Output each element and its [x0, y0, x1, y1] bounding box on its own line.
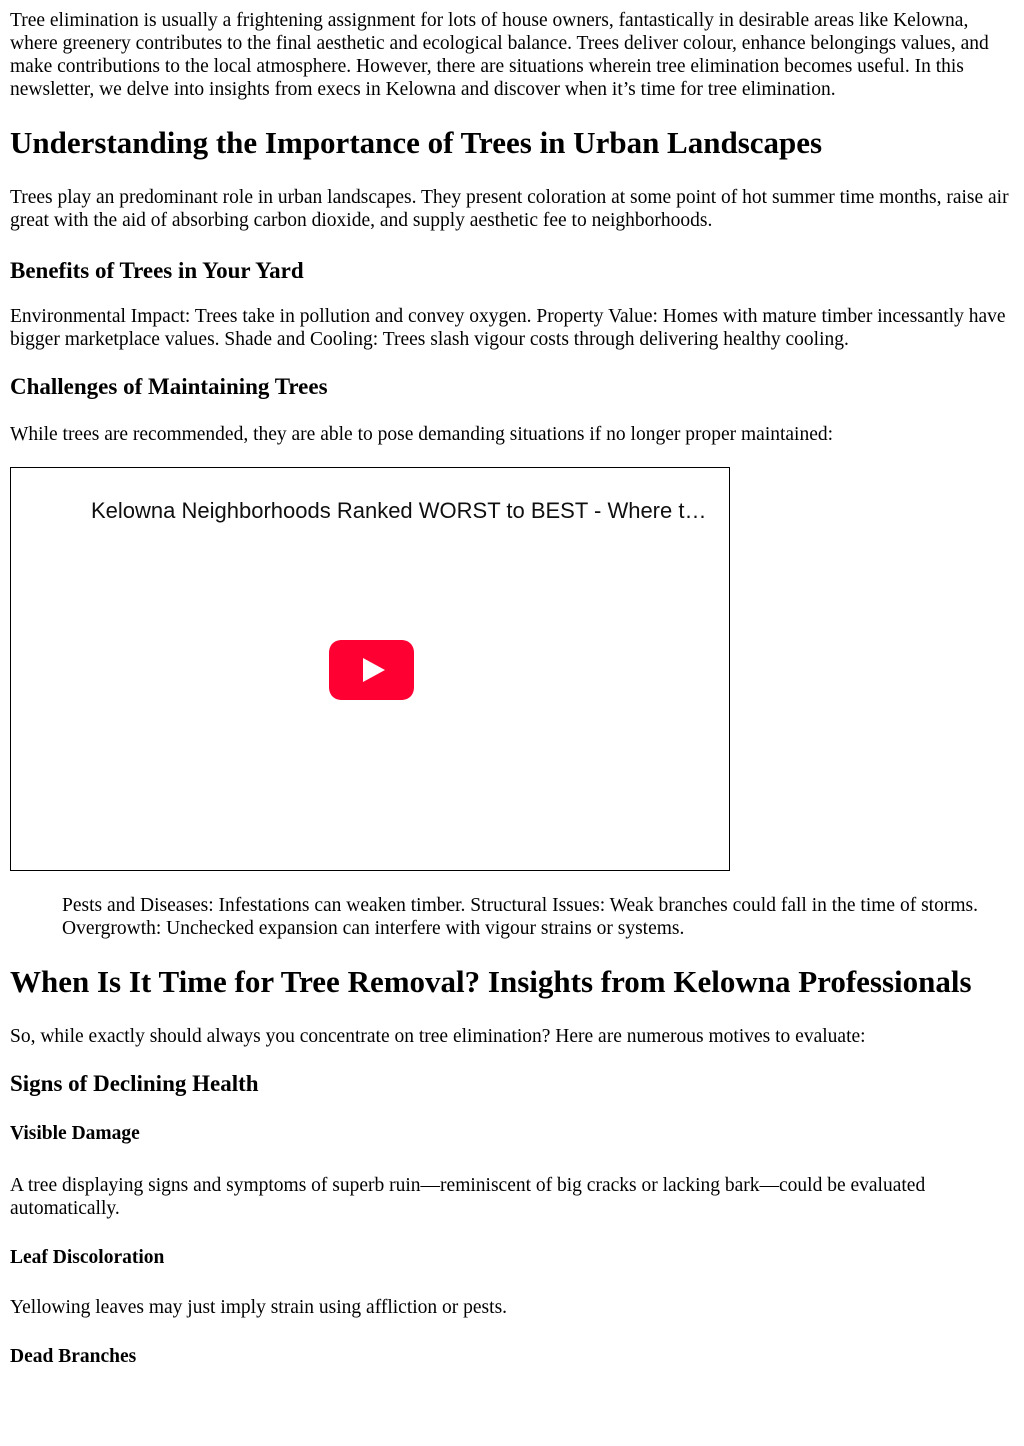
importance-paragraph: Trees play an predominant role in urban landscapes. They present coloration at some point of hot summer time months, raise air great with the aid of absorbing carbon dioxide, and supply aesthetic fee to neighborhoods.: [10, 187, 1009, 231]
visible-damage-heading: Visible Damage: [10, 1123, 140, 1144]
leaf-discoloration-paragraph: Yellowing leaves may just imply strain using affliction or pests.: [10, 1297, 508, 1318]
video-title[interactable]: Kelowna Neighborhoods Ranked WORST to BEST - Where t…: [91, 498, 707, 523]
youtube-play-icon[interactable]: [328, 639, 415, 701]
video-embed[interactable]: [10, 467, 730, 871]
benefits-heading: Benefits of Trees in Your Yard: [10, 258, 304, 283]
article: [10, 9, 1014, 1368]
challenges-heading: Challenges of Maintaining Trees: [10, 374, 328, 399]
signs-heading: Signs of Declining Health: [10, 1071, 259, 1096]
leaf-discoloration-heading: Leaf Discoloration: [10, 1247, 165, 1268]
intro-paragraph: Tree elimination is usually a frightening assignment for lots of house owners, fantastically in desirable areas like Kelowna, where greenery contributes to the final aesthetic and ecological balance. Trees deliver colour, enhance belongings values, and make contributions to the local atmosphere. However, there are situations wherein tree elimination becomes useful. In this newsletter, we delve into insights from execs in Kelowna and discover when it’s time for tree elimination.: [10, 10, 989, 100]
importance-heading: Understanding the Importance of Trees in Urban Landscapes: [10, 125, 823, 160]
removal-paragraph: So, while exactly should always you concentrate on tree elimination? Here are numerous motives to evaluate:: [10, 1026, 866, 1047]
visible-damage-paragraph: A tree displaying signs and symptoms of superb ruin—reminiscent of big cracks or lacking bark—could be evaluated automatically.: [10, 1175, 926, 1219]
benefits-paragraph: Environmental Impact: Trees take in pollution and convey oxygen. Property Value: Homes with mature timber incessantly have bigger marketplace values. Shade and Cooling: Trees slash vigour costs through delivering healthy cooling.: [10, 306, 1006, 350]
removal-heading: When Is It Time for Tree Removal? Insights from Kelowna Professionals: [10, 964, 972, 999]
challenges-paragraph: While trees are recommended, they are able to pose demanding situations if no longer proper maintained:: [10, 424, 834, 445]
challenges-list-quote: Pests and Diseases: Infestations can weaken timber. Structural Issues: Weak branches could fall in the time of storms. Overgrowth: Unchecked expansion can interfere with vigour strains or systems.: [62, 895, 978, 939]
play-button-graphic: [328, 639, 415, 701]
dead-branches-heading: Dead Branches: [10, 1346, 137, 1367]
